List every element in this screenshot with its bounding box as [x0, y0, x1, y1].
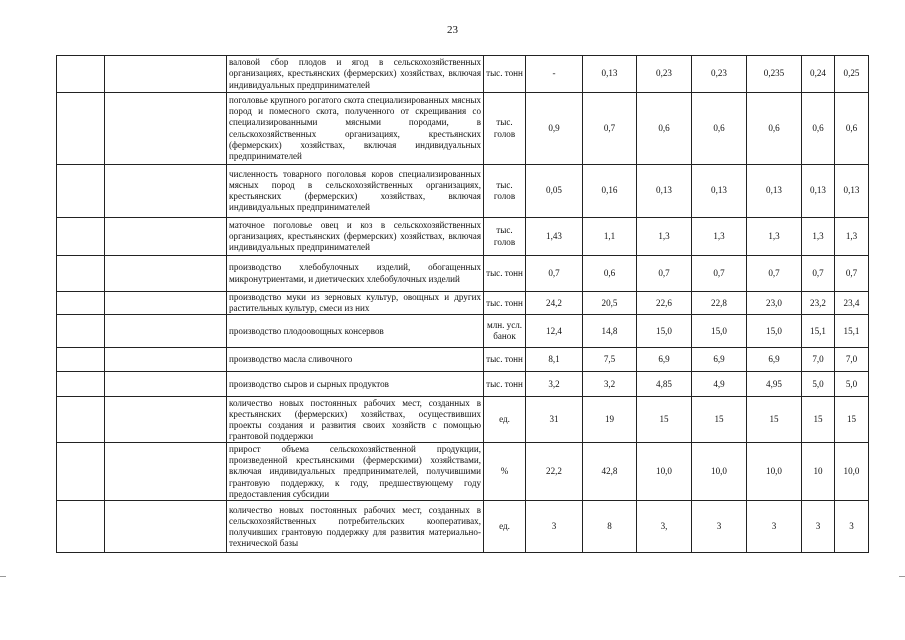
indicator-value: 0,23	[692, 56, 747, 93]
indicator-value: 3	[835, 501, 869, 553]
table-row	[57, 256, 869, 292]
indicator-value: 0,6	[747, 93, 802, 165]
indicator-value: 0,13	[835, 165, 869, 218]
indicator-value: 0,13	[583, 56, 637, 93]
indicator-value: 7,5	[583, 348, 637, 372]
indicator-description: производство масла сливочного	[227, 348, 484, 372]
number-cell	[57, 372, 105, 397]
indicator-unit: ед.	[484, 397, 526, 443]
indicator-description: производство хлебобулочных изделий, обогащенных микронутриентами, и диетических хлебобулочных изделий	[227, 256, 484, 292]
number-cell	[57, 256, 105, 292]
indicator-value: 0,23	[637, 56, 692, 93]
indicator-value: 42,8	[583, 443, 637, 501]
indicator-value: 4,95	[747, 372, 802, 397]
page-edge-left	[0, 576, 6, 577]
indicator-value: 0,6	[692, 93, 747, 165]
program-cell	[105, 165, 227, 218]
indicator-value: 1,3	[692, 218, 747, 256]
indicator-value: 10,0	[692, 443, 747, 501]
indicator-unit: тыс. тонн	[484, 256, 526, 292]
table-row	[57, 56, 869, 93]
indicator-value: 1,3	[637, 218, 692, 256]
number-cell	[57, 292, 105, 315]
indicator-value: 10,0	[747, 443, 802, 501]
indicator-value: -	[526, 56, 583, 93]
indicator-value: 0,24	[802, 56, 835, 93]
indicator-value: 20,5	[583, 292, 637, 315]
indicator-unit: тыс. тонн	[484, 56, 526, 93]
table-row	[57, 348, 869, 372]
indicator-value: 15	[692, 397, 747, 443]
indicator-value: 3,2	[583, 372, 637, 397]
indicator-value: 3,2	[526, 372, 583, 397]
indicator-value: 15	[835, 397, 869, 443]
indicator-value: 4,85	[637, 372, 692, 397]
indicator-description: поголовье крупного рогатого скота специализированных мясных пород и помесного скота, полученного от скрещивания со специализированными мясными породами, в сельскохозяйственных организациях, крестьянских (фермерских) хозяйствах, включая индивидуальных предпринимателей	[227, 93, 484, 165]
indicator-unit: тыс. тонн	[484, 292, 526, 315]
indicator-value: 23,4	[835, 292, 869, 315]
indicator-value: 0,235	[747, 56, 802, 93]
indicator-unit: тыс. голов	[484, 165, 526, 218]
indicator-value: 15	[637, 397, 692, 443]
indicator-description: количество новых постоянных рабочих мест, созданных в сельскохозяйственных потребительских кооперативах, получивших грантовую поддержку для развития материально-технической базы	[227, 501, 484, 553]
table-row	[57, 501, 869, 553]
number-cell	[57, 501, 105, 553]
program-cell	[105, 348, 227, 372]
indicator-value: 3	[526, 501, 583, 553]
indicator-value: 23,0	[747, 292, 802, 315]
program-cell	[105, 93, 227, 165]
indicator-unit: тыс. голов	[484, 218, 526, 256]
indicator-description: производство муки из зерновых культур, овощных и других растительных культур, смеси из них	[227, 292, 484, 315]
indicator-value: 1,1	[583, 218, 637, 256]
indicator-value: 15,1	[802, 315, 835, 348]
indicator-value: 15,0	[692, 315, 747, 348]
number-cell	[57, 56, 105, 93]
indicator-value: 1,3	[747, 218, 802, 256]
indicator-value: 3	[802, 501, 835, 553]
indicator-value: 0,7	[802, 256, 835, 292]
number-cell	[57, 348, 105, 372]
indicator-value: 15,0	[637, 315, 692, 348]
indicator-value: 15	[802, 397, 835, 443]
indicator-value: 22,8	[692, 292, 747, 315]
program-cell	[105, 501, 227, 553]
indicator-value: 0,05	[526, 165, 583, 218]
indicator-value: 0,7	[692, 256, 747, 292]
indicator-value: 1,43	[526, 218, 583, 256]
indicator-value: 15,0	[747, 315, 802, 348]
indicator-value: 5,0	[802, 372, 835, 397]
program-cell	[105, 218, 227, 256]
indicator-value: 0,7	[637, 256, 692, 292]
indicator-value: 1,3	[802, 218, 835, 256]
indicator-description: производство плодоовощных консервов	[227, 315, 484, 348]
indicator-value: 0,16	[583, 165, 637, 218]
indicator-value: 3	[692, 501, 747, 553]
number-cell	[57, 165, 105, 218]
number-cell	[57, 443, 105, 501]
table-row	[57, 218, 869, 256]
indicator-value: 8,1	[526, 348, 583, 372]
indicator-value: 0,7	[583, 93, 637, 165]
table-row	[57, 315, 869, 348]
indicator-value: 10	[802, 443, 835, 501]
indicator-value: 0,13	[637, 165, 692, 218]
indicator-value: 6,9	[747, 348, 802, 372]
program-cell	[105, 372, 227, 397]
indicator-unit: тыс. тонн	[484, 348, 526, 372]
number-cell	[57, 397, 105, 443]
indicator-value: 19	[583, 397, 637, 443]
indicator-value: 0,6	[802, 93, 835, 165]
indicator-value: 7,0	[802, 348, 835, 372]
table-row	[57, 165, 869, 218]
indicator-value: 22,6	[637, 292, 692, 315]
indicator-value: 6,9	[692, 348, 747, 372]
page-number: 23	[447, 24, 458, 36]
indicator-value: 0,13	[747, 165, 802, 218]
indicator-value: 3	[747, 501, 802, 553]
indicator-value: 0,6	[637, 93, 692, 165]
indicator-description: маточное поголовье овец и коз в сельскохозяйственных организациях, крестьянских (фермерских) хозяйствах, включая индивидуальных предпринимателей	[227, 218, 484, 256]
indicator-value: 0,13	[802, 165, 835, 218]
number-cell	[57, 93, 105, 165]
indicator-value: 10,0	[835, 443, 869, 501]
indicator-unit: тыс. тонн	[484, 372, 526, 397]
indicator-unit: млн. усл. банок	[484, 315, 526, 348]
page-edge-right	[899, 576, 905, 577]
program-cell	[105, 292, 227, 315]
indicator-value: 6,9	[637, 348, 692, 372]
indicator-value: 0,13	[692, 165, 747, 218]
table-row	[57, 443, 869, 501]
indicator-description: численность товарного поголовья коров специализированных мясных пород в сельскохозяйственных организациях, крестьянских (фермерских) хозяйствах, включая индивидуальных предпринимателей	[227, 165, 484, 218]
indicator-value: 0,25	[835, 56, 869, 93]
table-row	[57, 292, 869, 315]
table-row	[57, 372, 869, 397]
indicator-description: количество новых постоянных рабочих мест, созданных в крестьянских (фермерских) хозяйствах, осуществивших проекты создания и развития своих хозяйств с помощью грантовой поддержки	[227, 397, 484, 443]
indicator-description: производство сыров и сырных продуктов	[227, 372, 484, 397]
indicator-unit: %	[484, 443, 526, 501]
indicator-value: 8	[583, 501, 637, 553]
table-row	[57, 93, 869, 165]
indicator-value: 0,7	[526, 256, 583, 292]
program-cell	[105, 256, 227, 292]
indicator-value: 31	[526, 397, 583, 443]
indicator-value: 4,9	[692, 372, 747, 397]
indicator-value: 12,4	[526, 315, 583, 348]
program-cell	[105, 56, 227, 93]
indicator-value: 22,2	[526, 443, 583, 501]
program-cell	[105, 397, 227, 443]
indicator-value: 24,2	[526, 292, 583, 315]
indicator-value: 23,2	[802, 292, 835, 315]
indicator-value: 0,7	[835, 256, 869, 292]
program-cell	[105, 443, 227, 501]
indicator-value: 1,3	[835, 218, 869, 256]
indicator-value: 15,1	[835, 315, 869, 348]
indicator-value: 5,0	[835, 372, 869, 397]
indicator-value: 10,0	[637, 443, 692, 501]
table-row	[57, 397, 869, 443]
indicator-value: 15	[747, 397, 802, 443]
indicator-value: 0,6	[583, 256, 637, 292]
number-cell	[57, 218, 105, 256]
indicator-unit: ед.	[484, 501, 526, 553]
number-cell	[57, 315, 105, 348]
indicator-description: валовой сбор плодов и ягод в сельскохозяйственных организациях, крестьянских (фермерских) хозяйствах, включая индивидуальных предпринимателей	[227, 56, 484, 93]
indicator-value: 3,	[637, 501, 692, 553]
program-cell	[105, 315, 227, 348]
indicator-unit: тыс. голов	[484, 93, 526, 165]
indicators-table	[56, 55, 869, 553]
indicator-value: 14,8	[583, 315, 637, 348]
indicator-value: 7,0	[835, 348, 869, 372]
indicator-value: 0,9	[526, 93, 583, 165]
indicator-value: 0,6	[835, 93, 869, 165]
indicator-description: прирост объема сельскохозяйственной продукции, произведенной крестьянскими (фермерскими) хозяйствами, включая индивидуальных предпринимателей, получившими грантовую поддержку, к году, предшествующему году предоставления субсидии	[227, 443, 484, 501]
indicator-value: 0,7	[747, 256, 802, 292]
